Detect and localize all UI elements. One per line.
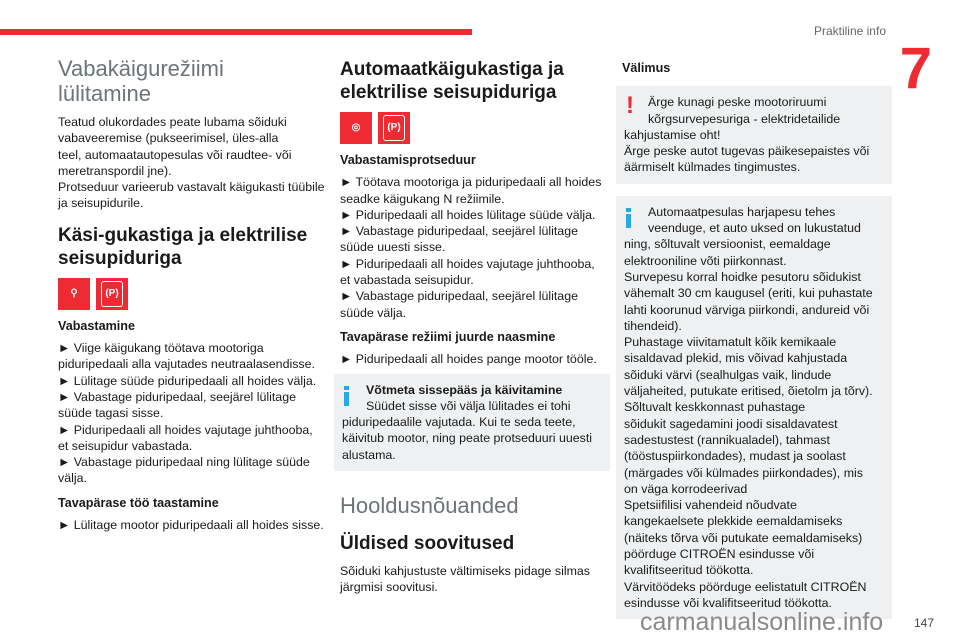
chapter-number: 7 [899, 36, 932, 101]
text-line: lahti koorunud värviga piirkondi, andureid või [624, 302, 870, 317]
restore-subheading: Tavapärase töö taastamine [58, 495, 219, 510]
text-line: kangekaelsete plekkide eemaldamiseks [624, 514, 843, 529]
release-procedure-steps [340, 174, 608, 321]
automatic-gearbox-heading [340, 58, 608, 104]
text-line: vabaveeremise (pukseerimisel, üles-alla [58, 131, 279, 146]
text-line: sõidukit sagedamini joodi sisaldavatest [624, 416, 838, 431]
intro-paragraph [58, 114, 326, 212]
warning-box [616, 86, 892, 183]
column-3 [622, 56, 890, 627]
text-line: ► Vabastage piduripedaal, seejärel lülitage [340, 289, 578, 304]
general-advice-heading: Üldised soovitused [340, 533, 515, 555]
text-line: piduripedaali alla vajutades neutraalasendisse. [58, 357, 315, 372]
text-line: elektrilise seisupiduriga [340, 82, 557, 103]
column-1 [58, 56, 326, 539]
text-line: ► Viige käigukang töötava mootoriga [58, 341, 264, 356]
text-line: sisaldavad plekid, mis võivad kahjustada [624, 351, 848, 366]
manual-gearbox-heading [58, 224, 326, 270]
info-text [624, 204, 882, 611]
normal-mode-steps [340, 351, 608, 367]
text-line: ► Piduripedaali all hoides vajutage juhthooba, [58, 422, 313, 437]
text-line: Sõiduki kahjustuste vältimiseks pidage silmas [340, 564, 590, 579]
text-line: süüde välja. [340, 305, 407, 320]
text-line: süüde tagasi sisse. [58, 406, 164, 421]
text-line: veenduge, et auto uksed on lukustatud [648, 221, 861, 236]
text-line: esindusse või kvalifitseeritud töökotta. [624, 595, 832, 610]
general-advice-text [340, 563, 608, 596]
text-line: ► Piduripedaali all hoides vajutage juhthooba, [340, 256, 595, 271]
text-line: on väga korrodeerivad [624, 481, 748, 496]
info-box-washing [616, 196, 892, 619]
text-line: ► Vabastage piduripedaal ning lülitage süüde [58, 455, 310, 470]
text-line: lülitamine [58, 81, 151, 106]
parking-brake-icon [378, 112, 410, 144]
text-line: välja. [58, 471, 87, 486]
text-line: ► Töötava mootoriga ja piduripedaali all hoides [340, 175, 602, 190]
maintenance-title: Hooldusnõuanded [340, 493, 519, 519]
release-procedure-subheading: Vabastamisprotseduur [340, 153, 476, 167]
text-line: et seisupidur vabastada. [58, 438, 193, 453]
warning-icon: ! [626, 92, 634, 120]
text-line: ► Piduripedaali all hoides lülitage süüde välja. [340, 207, 596, 222]
info-box-keyless [334, 374, 610, 471]
warning-text [624, 94, 882, 175]
release-subheading: Vabastamine [58, 318, 136, 333]
section-title: Praktiline info [813, 24, 886, 38]
text-line: ► Lülitage süüde piduripedaali all hoides välja. [58, 373, 317, 388]
text-line: (märgades või külmades piirkondades), mis [624, 465, 863, 480]
text-line: Käsi-gukastiga ja elektrilise [58, 224, 308, 246]
text-line: teel, automaatautopesulas või raudtee- või [58, 147, 292, 162]
text-line: (näiteks tõrva või putukate eemaldamiseks) [624, 530, 863, 545]
restore-steps [58, 517, 326, 533]
text-line: Spetsiifilisi vahendeid nõudvate [624, 498, 797, 513]
text-line: et vabastada seisupidur. [340, 273, 474, 288]
text-line: Vabakäigurežiimi [58, 56, 224, 81]
brake-pedal-icon: ◎ [340, 112, 372, 144]
parking-brake-label: (P) [383, 115, 404, 141]
text-line: seisupiduriga [58, 247, 182, 269]
text-line: Sõltuvalt keskkonnast puhastage [624, 400, 806, 415]
text-line: ► Lülitage mootor piduripedaali all hoides sisse. [58, 518, 324, 533]
column-2 [340, 56, 608, 602]
gear-lever-icon: ⚲ [58, 278, 90, 310]
text-line: Automaatkäigukastiga ja [340, 59, 564, 80]
text-line: Protseduur varieerub vastavalt käigukasti tüübile [58, 180, 325, 195]
text-line: sõiduki värvi (sealhulgas vaik, lindude [624, 367, 832, 382]
info-title: Võtmeta sissepääs ja käivitamine [366, 382, 563, 397]
text-line: pöörduge CITROËN esindusse või [624, 547, 815, 562]
info-text [342, 398, 600, 463]
text-line: käivitub mootor, ning peate protseduuri uuesti [342, 431, 593, 446]
text-line: seadke käigukang N režiimile. [340, 191, 505, 206]
text-line: äärmiselt külmades tingimustes. [624, 160, 801, 175]
icon-row [58, 278, 326, 310]
text-line: tihendeid). [624, 318, 682, 333]
text-line: järgmisi soovitusi. [340, 580, 438, 595]
text-line: ► Vabastage piduripedaal, seejärel lülitage [58, 389, 296, 404]
parking-brake-icon [96, 278, 128, 310]
header-accent-bar [0, 29, 472, 35]
icon-row [340, 112, 608, 144]
text-line: Puhastage viivitamatult kõik kemikaale [624, 335, 837, 350]
text-line: kvalifitseeritud töökotta. [624, 563, 754, 578]
text-line: ► Piduripedaali all hoides pange mootor tööle. [340, 352, 597, 367]
text-line: ja seisupidurile. [58, 196, 144, 211]
page-number: 147 [914, 616, 935, 630]
text-line: Ärge peske autot tugevas päikesepaistes või [624, 144, 870, 159]
text-line: ► Vabastage piduripedaal, seejärel lülitage [340, 224, 578, 239]
text-line: sadestustest (rannikualadel), tahmast [624, 432, 830, 447]
text-line: Automaatpesulas harjapesu tehes [648, 204, 836, 219]
text-line: Ärge kunagi peske mootoriruumi [648, 95, 827, 110]
text-line: vähemalt 30 cm kaugusel (eriti, kui puhastate [624, 286, 873, 301]
text-line: Survepesu korral hoidke pesutoru sõidukist [624, 269, 861, 284]
normal-mode-subheading: Tavapärase režiimi juurde naasmine [340, 329, 556, 344]
text-line: ning, sõltuvalt versioonist, eemaldage [624, 237, 831, 252]
text-line: elektrooniline võti piirkonnast. [624, 253, 787, 268]
text-line: Värvitöödeks pöörduge eelistatult CITROËN [624, 579, 867, 594]
exterior-subheading: Välimus [622, 61, 671, 75]
text-line: kahjustamise oht! [624, 127, 721, 142]
text-line: meretranspordil jne). [58, 163, 172, 178]
release-steps [58, 340, 326, 487]
parking-brake-label: (P) [101, 281, 122, 307]
text-line: piduripedaalile vajutada. Kui te seda teete, [342, 415, 576, 430]
text-line: väljaheited, putukate eritised, õietolm ja tõrv). [624, 384, 873, 399]
text-line: kõrgsurvepesuriga - elektridetailide [648, 111, 841, 126]
text-line: (tööstuspiirkondades), mudast ja soolast [624, 449, 846, 464]
text-line: Teatud olukordades peate lubama sõiduki [58, 115, 287, 129]
neutral-mode-title [58, 56, 326, 106]
text-line: süüde uuesti sisse. [340, 240, 446, 255]
text-line: Süüdet sisse või välja lülitades ei tohi [366, 398, 571, 413]
watermark: carmanualsonline.info [640, 608, 884, 636]
text-line: alustama. [342, 447, 396, 462]
